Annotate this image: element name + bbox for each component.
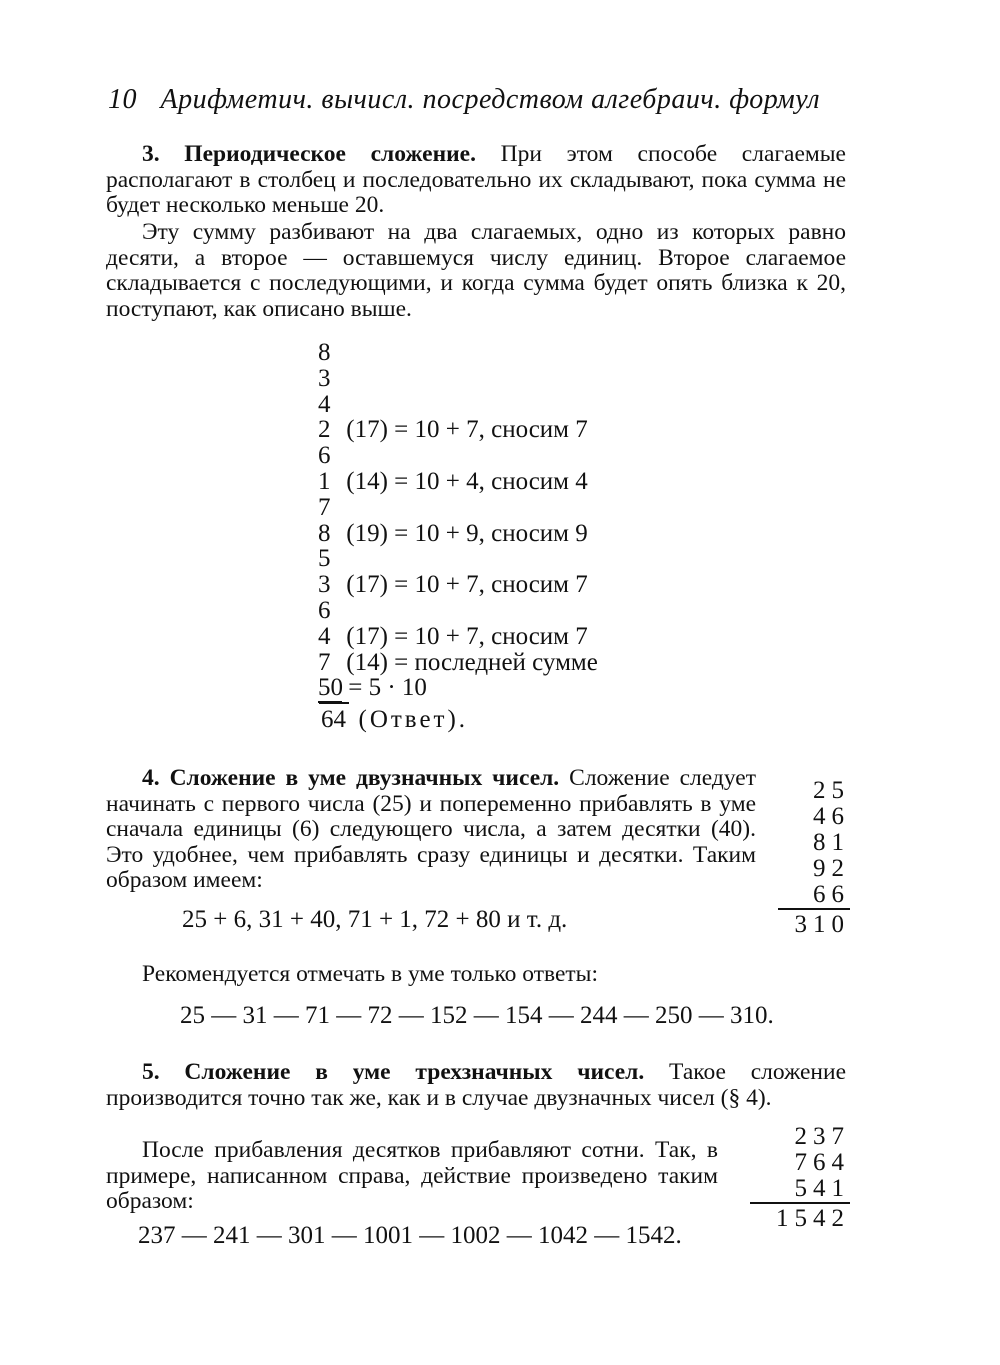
column-row: 2 (17) = 10 + 7, сносим 7 (318, 416, 588, 444)
column-row: 6 (318, 442, 331, 470)
section4-heading: 4. Сложение в уме двузначных чисел. (142, 765, 560, 791)
column-row: 8 (318, 339, 331, 366)
section3-heading: 3. Периодическое сложение. (142, 141, 476, 167)
section3-text2: Эту сумму разбивают на два слагаемых, одно из которых равно десяти, а второе — оставшемуся числу единиц. Второе слагаемое складывается с последующими, и когда сумма будет опять близка к 20, поступают, как описано выше. (106, 219, 846, 322)
column-row: 1 (14) = 10 + 4, сносим 4 (318, 467, 588, 495)
column-row: 50 = 5 · 10 (318, 674, 427, 702)
section4-chain: 25 — 31 — 71 — 72 — 152 — 154 — 244 — 250 — 310. (180, 1002, 774, 1029)
periodic-sum-column (318, 340, 598, 701)
answer-value: 64 (321, 706, 346, 733)
section3-text1: При этом способе слагаемые располагают в столбец и последовательно их складывают, пока сумма не будет несколько меньше 20. (106, 141, 846, 219)
addend-total: 1542 (750, 1202, 850, 1232)
column-row: 7 (14) = последней сумме (318, 648, 598, 676)
column-row: 8 (19) = 10 + 9, сносим 9 (318, 519, 588, 547)
column-row: 3 (318, 364, 331, 392)
section3-answer (321, 706, 468, 734)
section4-formula: 25 + 6, 31 + 40, 71 + 1, 72 + 80 и т. д. (182, 906, 568, 933)
column-row: 4 (318, 390, 331, 418)
section5-heading: 5. Сложение в уме трехзначных чисел. (142, 1059, 645, 1085)
addend: 764 (794, 1149, 850, 1176)
section4-paragraph (106, 766, 756, 894)
column-row: 4 (17) = 10 + 7, сносим 7 (318, 622, 588, 650)
section4-text: Сложение следует начинать с первого числа (25) и попеременно прибавлять в уме сначала единицы (6) следующего числа, а затем десятки (40). Это удобнее, чем прибавлять сразу единицы и десятки. Таким образом имеем: (106, 765, 756, 894)
section4-recommend: Рекомендуется отмечать в уме только ответы: (142, 961, 598, 987)
sum-rule (319, 702, 349, 704)
section3-paragraph1 (106, 142, 846, 219)
section3-paragraph2 (106, 220, 846, 322)
addend: 81 (813, 829, 850, 856)
addend-total: 310 (778, 908, 850, 938)
column-row: 3 (17) = 10 + 7, сносим 7 (318, 571, 588, 599)
addend: 237 (794, 1123, 850, 1150)
column-row: 5 (318, 545, 331, 573)
addend: 541 (794, 1175, 850, 1202)
answer-label: (Ответ). (358, 706, 469, 733)
addend: 25 (813, 777, 850, 804)
column-row: 7 (318, 493, 331, 521)
running-header (108, 84, 848, 116)
section5-text: Такое сложение производится точно так же, как и в случае двузначных чисел (§ 4). (106, 1059, 847, 1111)
section5-addend-column (750, 1124, 850, 1232)
page-number: 10 (108, 84, 137, 115)
running-title: Арифметич. вычисл. посредством алгебраич. формул (160, 84, 821, 115)
addend: 66 (813, 881, 850, 908)
addend: 92 (813, 855, 850, 882)
section5-paragraph2 (106, 1138, 718, 1215)
addend: 46 (813, 803, 850, 830)
section5-chain: 237 — 241 — 301 — 1001 — 1002 — 1042 — 1542. (138, 1222, 682, 1249)
section5-text2: После прибавления десятков прибавляют сотни. Так, в примере, написанном справа, действие произведено таким образом: (106, 1137, 718, 1215)
column-row: 6 (318, 596, 331, 624)
section4-addend-column (778, 778, 850, 938)
section5-paragraph1 (106, 1060, 846, 1111)
